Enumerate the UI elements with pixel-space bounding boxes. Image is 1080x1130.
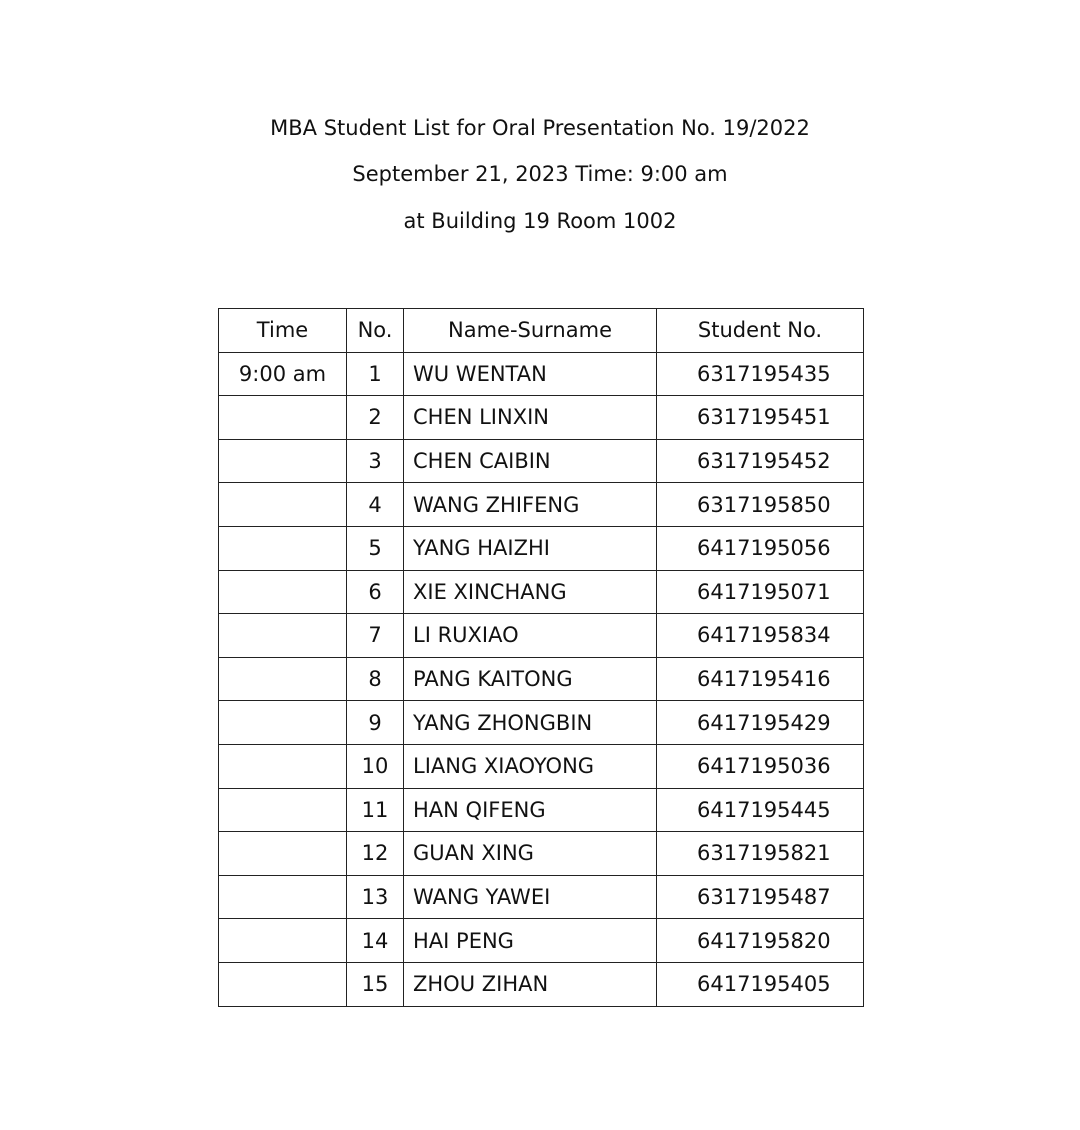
table-row [219,962,864,1006]
cell-no: 2 [347,396,404,440]
cell-no: 11 [347,788,404,832]
cell-time [219,875,347,919]
cell-no: 1 [347,352,404,396]
cell-name: YANG HAIZHI [404,526,657,570]
cell-time [219,788,347,832]
cell-time [219,744,347,788]
cell-no: 14 [347,919,404,963]
table-row [219,657,864,701]
table-body [219,352,864,1006]
table-row [219,352,864,396]
cell-time [219,483,347,527]
table-row [219,744,864,788]
cell-time [219,614,347,658]
cell-no: 6 [347,570,404,614]
table-row [219,875,864,919]
cell-name: WANG YAWEI [404,875,657,919]
cell-no: 3 [347,439,404,483]
cell-no: 9 [347,701,404,745]
cell-name: LIANG XIAOYONG [404,744,657,788]
cell-time [219,439,347,483]
column-header-no: No. [347,309,404,353]
cell-student-no: 6417195405 [657,962,864,1006]
cell-time [219,832,347,876]
cell-student-no: 6317195451 [657,396,864,440]
cell-student-no: 6417195071 [657,570,864,614]
cell-no: 15 [347,962,404,1006]
cell-student-no: 6417195429 [657,701,864,745]
table-row [219,832,864,876]
table-header-row [219,309,864,353]
cell-name: ZHOU ZIHAN [404,962,657,1006]
table-row [219,439,864,483]
table-row [219,614,864,658]
cell-time [219,657,347,701]
column-header-student-no: Student No. [657,309,864,353]
cell-student-no: 6317195487 [657,875,864,919]
table-row [219,919,864,963]
cell-name: WANG ZHIFENG [404,483,657,527]
cell-time [219,396,347,440]
cell-time [219,962,347,1006]
column-header-name: Name-Surname [404,309,657,353]
cell-student-no: 6417195834 [657,614,864,658]
cell-name: LI RUXIAO [404,614,657,658]
cell-name: GUAN XING [404,832,657,876]
table-row [219,570,864,614]
cell-no: 13 [347,875,404,919]
cell-student-no: 6317195850 [657,483,864,527]
cell-name: PANG KAITONG [404,657,657,701]
table-row [219,526,864,570]
cell-no: 10 [347,744,404,788]
cell-student-no: 6417195445 [657,788,864,832]
cell-name: CHEN LINXIN [404,396,657,440]
cell-time [219,919,347,963]
document-title: MBA Student List for Oral Presentation No. 19/2022 [270,116,810,140]
student-table [218,308,864,1007]
cell-name: HAN QIFENG [404,788,657,832]
cell-student-no: 6317195435 [657,352,864,396]
cell-name: WU WENTAN [404,352,657,396]
cell-time [219,526,347,570]
cell-no: 12 [347,832,404,876]
cell-student-no: 6417195056 [657,526,864,570]
table-row [219,788,864,832]
cell-name: XIE XINCHANG [404,570,657,614]
cell-no: 7 [347,614,404,658]
cell-time: 9:00 am [219,352,347,396]
cell-time [219,570,347,614]
cell-no: 8 [347,657,404,701]
cell-no: 4 [347,483,404,527]
cell-name: YANG ZHONGBIN [404,701,657,745]
cell-time [219,701,347,745]
cell-student-no: 6417195820 [657,919,864,963]
session-date-time: September 21, 2023 Time: 9:00 am [352,162,728,186]
cell-no: 5 [347,526,404,570]
cell-student-no: 6417195036 [657,744,864,788]
cell-student-no: 6417195416 [657,657,864,701]
cell-student-no: 6317195452 [657,439,864,483]
cell-name: HAI PENG [404,919,657,963]
session-location: at Building 19 Room 1002 [403,209,677,233]
column-header-time: Time [219,309,347,353]
table-row [219,701,864,745]
cell-student-no: 6317195821 [657,832,864,876]
table-row [219,483,864,527]
table-row [219,396,864,440]
cell-name: CHEN CAIBIN [404,439,657,483]
